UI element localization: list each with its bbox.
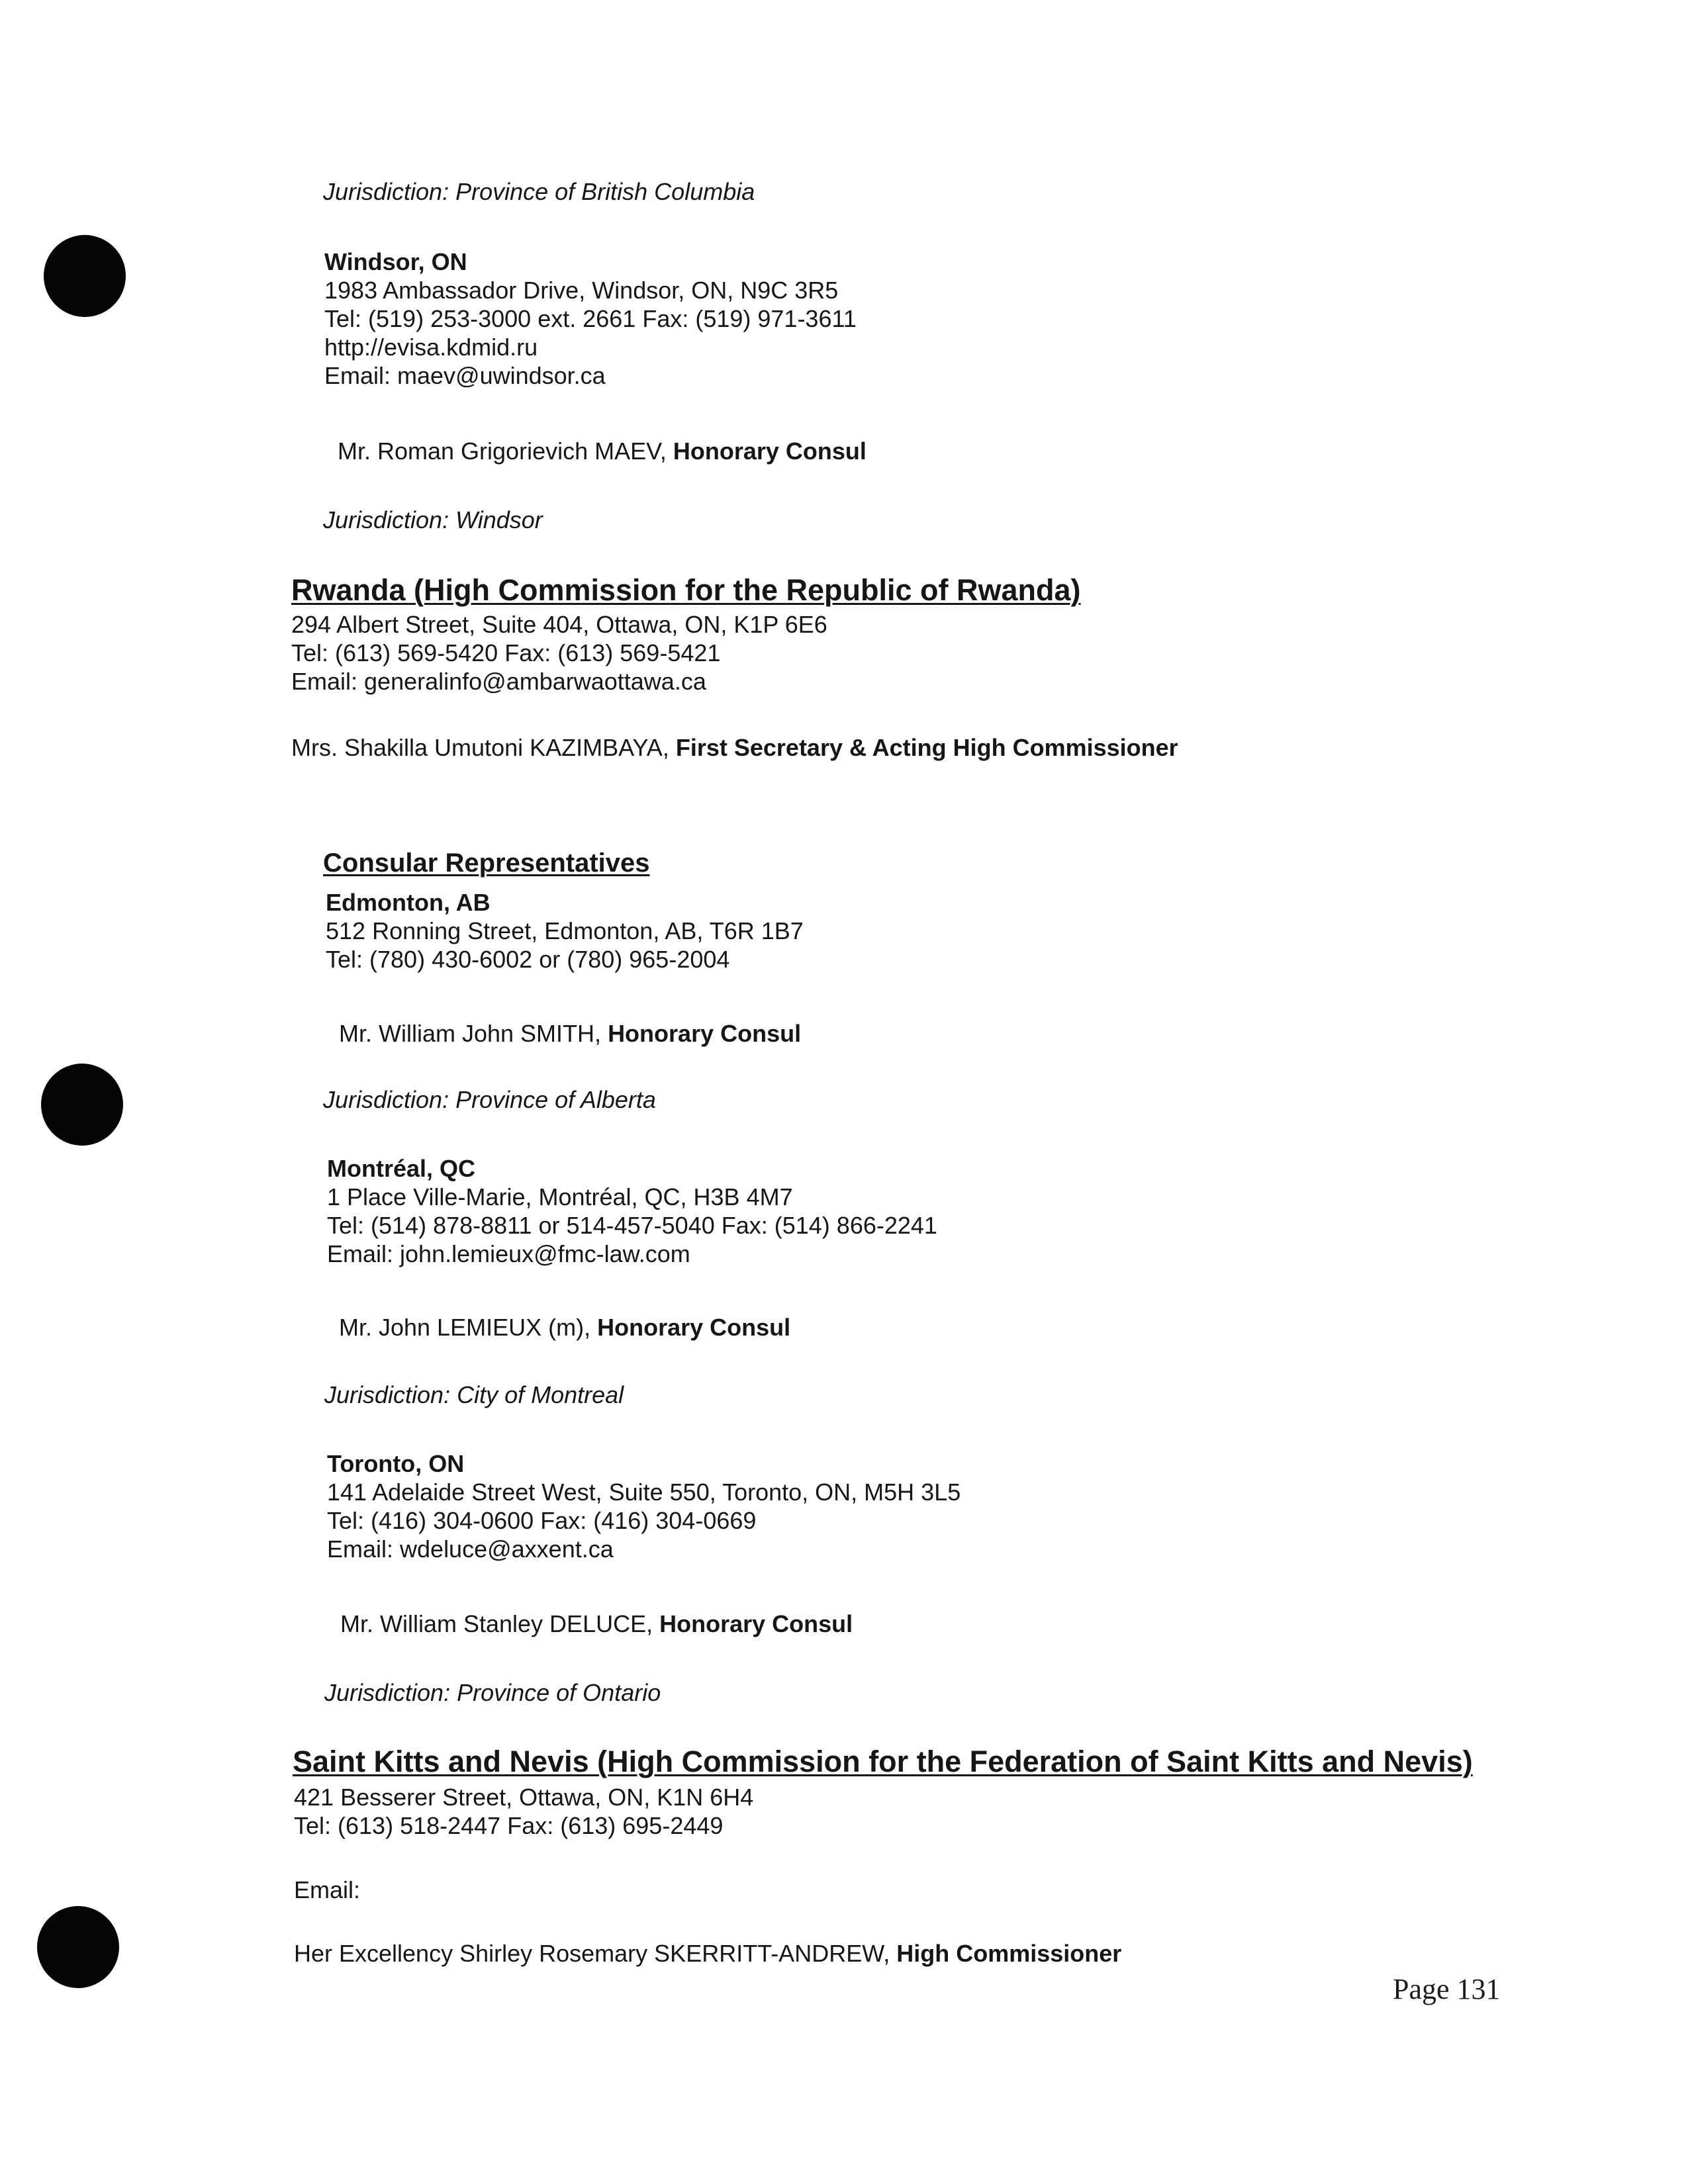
punch-hole-middle [41, 1064, 123, 1146]
windsor-web: http://evisa.kdmid.ru [324, 334, 538, 361]
windsor-email: Email: maev@uwindsor.ca [324, 362, 606, 389]
montreal-tel: Tel: (514) 878-8811 or 514-457-5040 Fax: (514) 866-2241 [327, 1212, 937, 1239]
windsor-city: Windsor, ON [324, 248, 467, 275]
stkitts-head-of-mission [294, 1939, 1121, 1968]
rwanda-head-of-mission [291, 733, 1178, 762]
rwanda-address: 294 Albert Street, Suite 404, Ottawa, ON, K1P 6E6 [291, 611, 827, 638]
punch-hole-bottom [37, 1906, 119, 1988]
stkitts-address: 421 Besserer Street, Ottawa, ON, K1N 6H4 [294, 1784, 754, 1811]
toronto-consul-name: Mr. William Stanley DELUCE, [340, 1610, 653, 1637]
windsor-consul [338, 437, 867, 466]
toronto-address: 141 Adelaide Street West, Suite 550, Toronto, ON, M5H 3L5 [327, 1479, 961, 1506]
toronto-email: Email: wdeluce@axxent.ca [327, 1535, 614, 1563]
windsor-jurisdiction: Jurisdiction: Windsor [323, 506, 543, 533]
stkitts-tel: Tel: (613) 518-2447 Fax: (613) 695-2449 [294, 1812, 724, 1839]
montreal-city: Montréal, QC [327, 1155, 476, 1182]
toronto-consul-title: Honorary Consul [659, 1610, 853, 1637]
stkitts-heading: Saint Kitts and Nevis (High Commission for the Federation of Saint Kitts and Nevis) [293, 1745, 1473, 1778]
rwanda-person-name: Mrs. Shakilla Umutoni KAZIMBAYA, [291, 734, 669, 761]
rwanda-heading: Rwanda (High Commission for the Republic of Rwanda) [291, 573, 1081, 607]
montreal-email: Email: john.lemieux@fmc-law.com [327, 1240, 690, 1267]
rwanda-email: Email: generalinfo@ambarwaottawa.ca [291, 668, 706, 695]
edmonton-city: Edmonton, AB [326, 889, 491, 916]
page-number: Page 131 [1393, 1973, 1501, 2005]
toronto-tel: Tel: (416) 304-0600 Fax: (416) 304-0669 [327, 1507, 757, 1534]
windsor-tel: Tel: (519) 253-3000 ext. 2661 Fax: (519) 971-3611 [324, 305, 857, 332]
toronto-consul [340, 1610, 853, 1639]
rwanda-tel: Tel: (613) 569-5420 Fax: (613) 569-5421 [291, 639, 721, 666]
montreal-consul-title: Honorary Consul [597, 1314, 791, 1341]
montreal-jurisdiction: Jurisdiction: City of Montreal [324, 1381, 624, 1408]
punch-hole-top [44, 235, 126, 317]
toronto-city: Toronto, ON [327, 1450, 465, 1477]
montreal-address: 1 Place Ville-Marie, Montréal, QC, H3B 4M7 [327, 1183, 793, 1210]
edmonton-consul [339, 1019, 801, 1048]
edmonton-consul-title: Honorary Consul [608, 1020, 802, 1047]
windsor-address: 1983 Ambassador Drive, Windsor, ON, N9C 3R5 [324, 277, 839, 304]
rwanda-person-title: First Secretary & Acting High Commissioner [675, 734, 1178, 761]
consular-representatives-heading: Consular Representatives [323, 848, 650, 878]
edmonton-jurisdiction: Jurisdiction: Province of Alberta [323, 1086, 656, 1113]
bc-jurisdiction: Jurisdiction: Province of British Columbia [323, 178, 755, 205]
windsor-consul-title: Honorary Consul [673, 437, 867, 465]
windsor-consul-name: Mr. Roman Grigorievich MAEV, [338, 437, 667, 465]
edmonton-consul-name: Mr. William John SMITH, [339, 1020, 602, 1047]
montreal-consul [339, 1313, 790, 1342]
stkitts-person-name: Her Excellency Shirley Rosemary SKERRITT-ANDREW, [294, 1940, 890, 1967]
stkitts-email: Email: [294, 1876, 361, 1903]
edmonton-address: 512 Ronning Street, Edmonton, AB, T6R 1B7 [326, 917, 804, 944]
toronto-jurisdiction: Jurisdiction: Province of Ontario [324, 1679, 661, 1706]
stkitts-person-title: High Commissioner [896, 1940, 1122, 1967]
edmonton-tel: Tel: (780) 430-6002 or (780) 965-2004 [326, 946, 730, 973]
montreal-consul-name: Mr. John LEMIEUX (m), [339, 1314, 591, 1341]
